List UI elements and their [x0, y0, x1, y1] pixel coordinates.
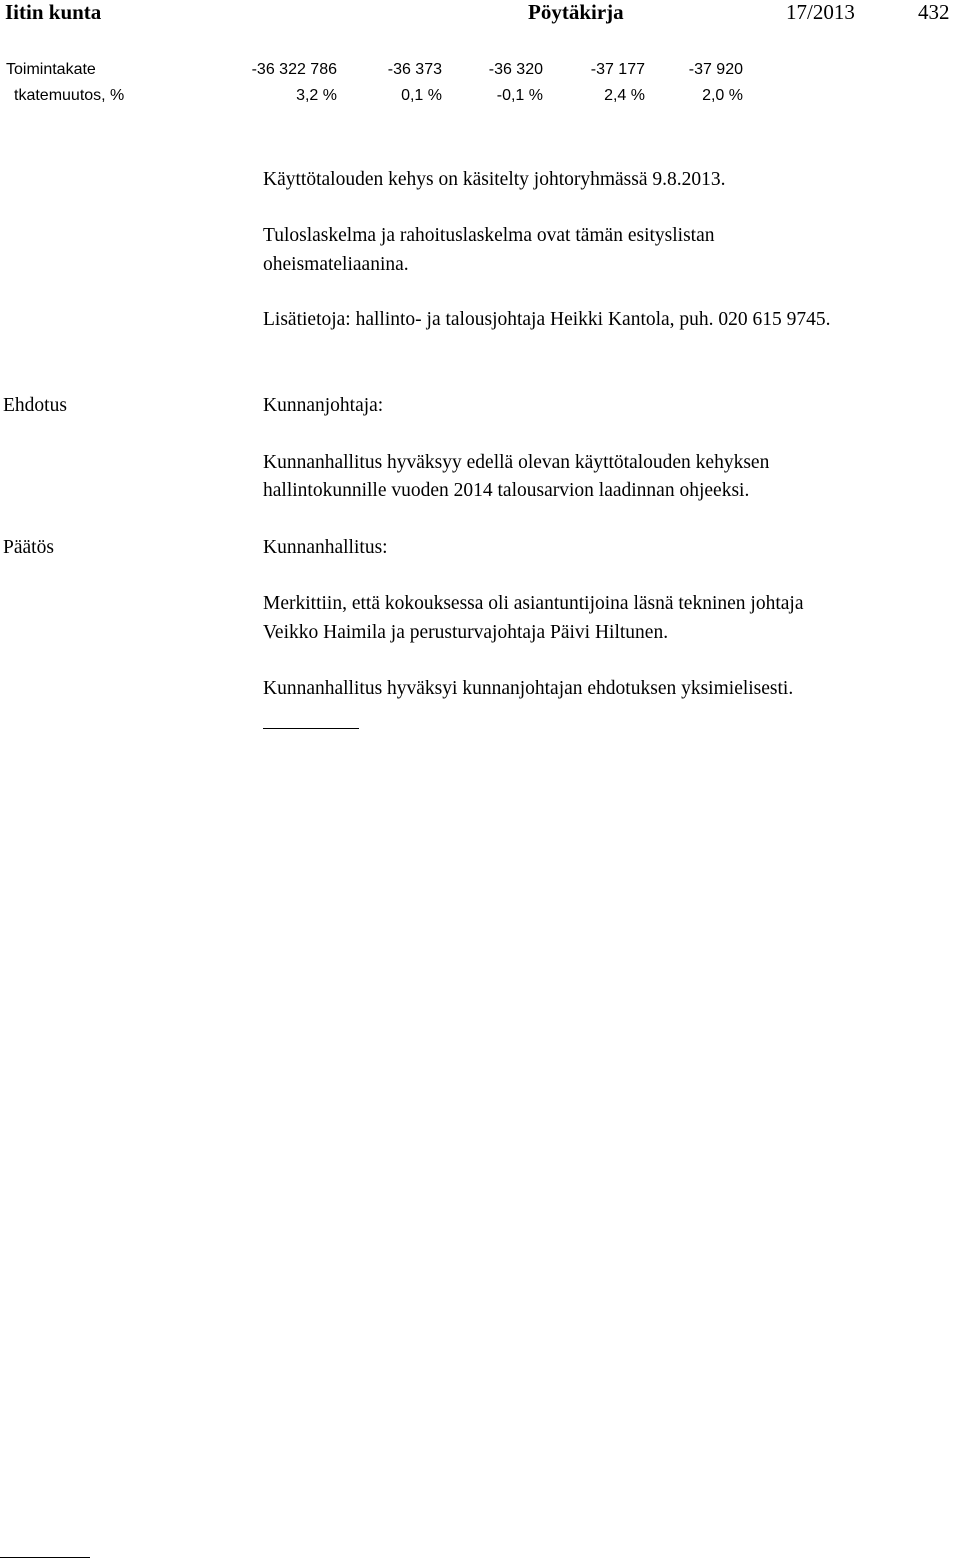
meeting-number: 17/2013: [786, 0, 855, 24]
decision-note-line1: Merkittiin, että kokouksessa oli asiantuntijoina läsnä tekninen johtaja: [263, 593, 804, 614]
proposal-text-line1: Kunnanhallitus hyväksyy edellä olevan käyttötalouden kehyksen: [263, 452, 770, 473]
table-cell: -36 322 786: [251, 61, 337, 78]
row-label-toimintakate: Toimintakate: [6, 61, 96, 78]
decision-result: Kunnanhallitus hyväksyi kunnanjohtajan ehdotuksen yksimielisesti.: [263, 678, 794, 699]
row-label-tkatemuutos: tkatemuutos, %: [14, 87, 125, 104]
paragraph-info: Lisätietoja: hallinto- ja talousjohtaja Heikki Kantola, puh. 020 615 9745.: [263, 309, 831, 330]
end-divider: [263, 728, 359, 729]
table-cell: -36 373: [387, 61, 442, 78]
table-cell: -0,1 %: [496, 87, 543, 104]
proposal-presenter: Kunnanjohtaja:: [263, 395, 384, 416]
table-cell: -36 320: [488, 61, 543, 78]
paragraph-attachment-line2: oheismateliaanina.: [263, 254, 409, 275]
table-cell: -37 177: [590, 61, 645, 78]
page-number: 432: [918, 0, 950, 24]
section-label-proposal: Ehdotus: [3, 395, 67, 416]
paragraph-framework: Käyttötalouden kehys on käsitelty johtoryhmässä 9.8.2013.: [263, 169, 726, 190]
table-cell: 2,0 %: [702, 87, 743, 104]
table-cell: 3,2 %: [296, 87, 337, 104]
organization-name: Iitin kunta: [5, 0, 102, 24]
decision-body: Kunnanhallitus:: [263, 537, 388, 558]
table-cell: 0,1 %: [401, 87, 442, 104]
paragraph-attachment-line1: Tuloslaskelma ja rahoituslaskelma ovat tämän esityslistan: [263, 225, 715, 246]
proposal-text-line2: hallintokunnille vuoden 2014 talousarvion laadinnan ohjeeksi.: [263, 480, 750, 501]
table-cell: -37 920: [688, 61, 743, 78]
document-type: Pöytäkirja: [528, 0, 624, 24]
footer-divider: [0, 1557, 90, 1558]
table-cell: 2,4 %: [604, 87, 645, 104]
section-label-decision: Päätös: [3, 537, 54, 558]
decision-note-line2: Veikko Haimila ja perusturvajohtaja Päivi Hiltunen.: [263, 622, 669, 643]
